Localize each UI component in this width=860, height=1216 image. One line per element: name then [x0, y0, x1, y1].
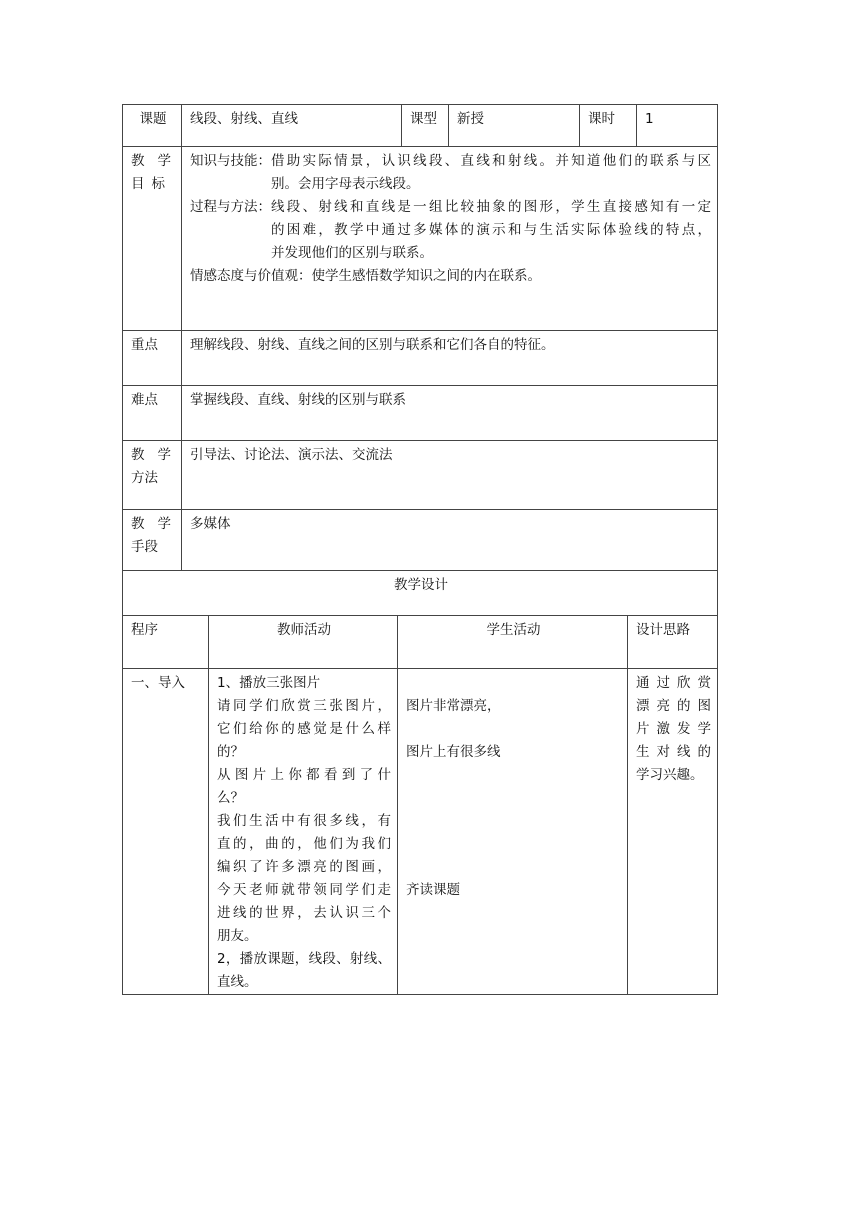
difficulty-label: 难点: [123, 386, 182, 441]
teacher-line: 2，播放课题，线段、射线、: [217, 951, 391, 967]
teacher-line: 编织了许多漂亮的图画，: [217, 859, 391, 875]
method-row: [123, 441, 718, 510]
design-idea-cell: [628, 669, 718, 995]
teacher-line: 请同学们欣赏三张图片，: [217, 698, 391, 714]
objectives-label-char: 学: [157, 153, 171, 169]
procedure-cell: 一、导入: [123, 669, 209, 995]
idea-line: 漂亮的图: [636, 698, 711, 714]
objectives-label: [123, 147, 182, 331]
teacher-line: 直线。: [217, 974, 258, 990]
design-header-row: [123, 616, 718, 669]
process-objective: [190, 196, 711, 265]
focus-row: [123, 331, 718, 386]
teacher-line: 直的，曲的，他们为我们: [217, 836, 391, 852]
process-text: 的困难，教学中通过多媒体的演示和与生活实际体验线的特点，: [271, 222, 711, 238]
process-key: 过程与方法：: [190, 199, 271, 215]
objectives-row: [123, 147, 718, 331]
objectives-label-char: 目: [131, 176, 145, 192]
difficulty-row: [123, 386, 718, 441]
method-label-char: 学: [157, 447, 171, 463]
teacher-line: 从图片上你都看到了什: [217, 767, 391, 783]
means-label-char: 学: [157, 516, 171, 532]
method-text: 引导法、讨论法、演示法、交流法: [182, 441, 718, 510]
student-line: 图片上有很多线: [406, 744, 501, 760]
header-student: 学生活动: [398, 616, 628, 669]
teacher-line: 我们生活中有很多线，有: [217, 813, 391, 829]
process-text: 线段、射线和直线是一组比较抽象的图形，学生直接感知有一定: [271, 199, 711, 215]
knowledge-key: 知识与技能：: [190, 153, 271, 169]
means-text: 多媒体: [182, 510, 718, 571]
method-label: [123, 441, 182, 510]
design-title: 教学设计: [123, 571, 718, 616]
hours-label: 课时: [580, 105, 637, 147]
lesson-info-table: [122, 104, 718, 571]
hours-value: 1: [637, 105, 718, 147]
student-line: 齐读课题: [406, 882, 460, 898]
objectives-label-char: 教: [131, 153, 145, 169]
teacher-line: 么？: [217, 790, 244, 806]
teacher-line: 朋友。: [217, 928, 258, 944]
teacher-activity-cell: [209, 669, 398, 995]
method-label-text: 方法: [131, 470, 158, 486]
teacher-line: 1、播放三张图片: [217, 675, 321, 691]
student-activity-cell: [398, 669, 628, 995]
knowledge-text: 借助实际情景，认识线段、直线和射线。并知道他们的联系与区: [271, 153, 711, 169]
objectives-label-char: 标: [151, 176, 165, 192]
idea-line: 生对线的: [636, 744, 711, 760]
header-procedure: 程序: [123, 616, 209, 669]
design-row-intro: [123, 669, 718, 995]
teacher-line: 它们给你的感觉是什么样: [217, 721, 391, 737]
header-teacher: 教师活动: [209, 616, 398, 669]
knowledge-text: 别。会用字母表示线段。: [271, 176, 420, 192]
knowledge-objective: [190, 150, 711, 196]
teacher-line: 进线的世界，去认识三个: [217, 905, 391, 921]
header-idea: 设计思路: [628, 616, 718, 669]
attitude-objective: 情感态度与价值观：使学生感悟数学知识之间的内在联系。: [190, 268, 541, 284]
idea-line: 片激发学: [636, 721, 711, 737]
teacher-line: 的？: [217, 744, 244, 760]
student-line: 图片非常漂亮，: [406, 698, 501, 714]
focus-label: 重点: [123, 331, 182, 386]
process-text: 并发现他们的区别与联系。: [271, 245, 433, 261]
means-label-text: 手段: [131, 539, 158, 555]
info-row: [123, 105, 718, 147]
means-label: [123, 510, 182, 571]
means-row: [123, 510, 718, 571]
objectives-content: [182, 147, 718, 331]
idea-line: 通过欣赏: [636, 675, 711, 691]
topic-label: 课题: [123, 105, 182, 147]
method-label-char: 教: [131, 447, 145, 463]
type-value: 新授: [449, 105, 580, 147]
teacher-line: 今天老师就带领同学们走: [217, 882, 391, 898]
topic-value: 线段、射线、直线: [182, 105, 402, 147]
difficulty-text: 掌握线段、直线、射线的区别与联系: [182, 386, 718, 441]
idea-line: 学习兴趣。: [636, 767, 704, 783]
teaching-design-table: [122, 570, 718, 995]
means-label-char: 教: [131, 516, 145, 532]
design-title-row: [123, 571, 718, 616]
focus-text: 理解线段、射线、直线之间的区别与联系和它们各自的特征。: [182, 331, 718, 386]
type-label: 课型: [402, 105, 449, 147]
